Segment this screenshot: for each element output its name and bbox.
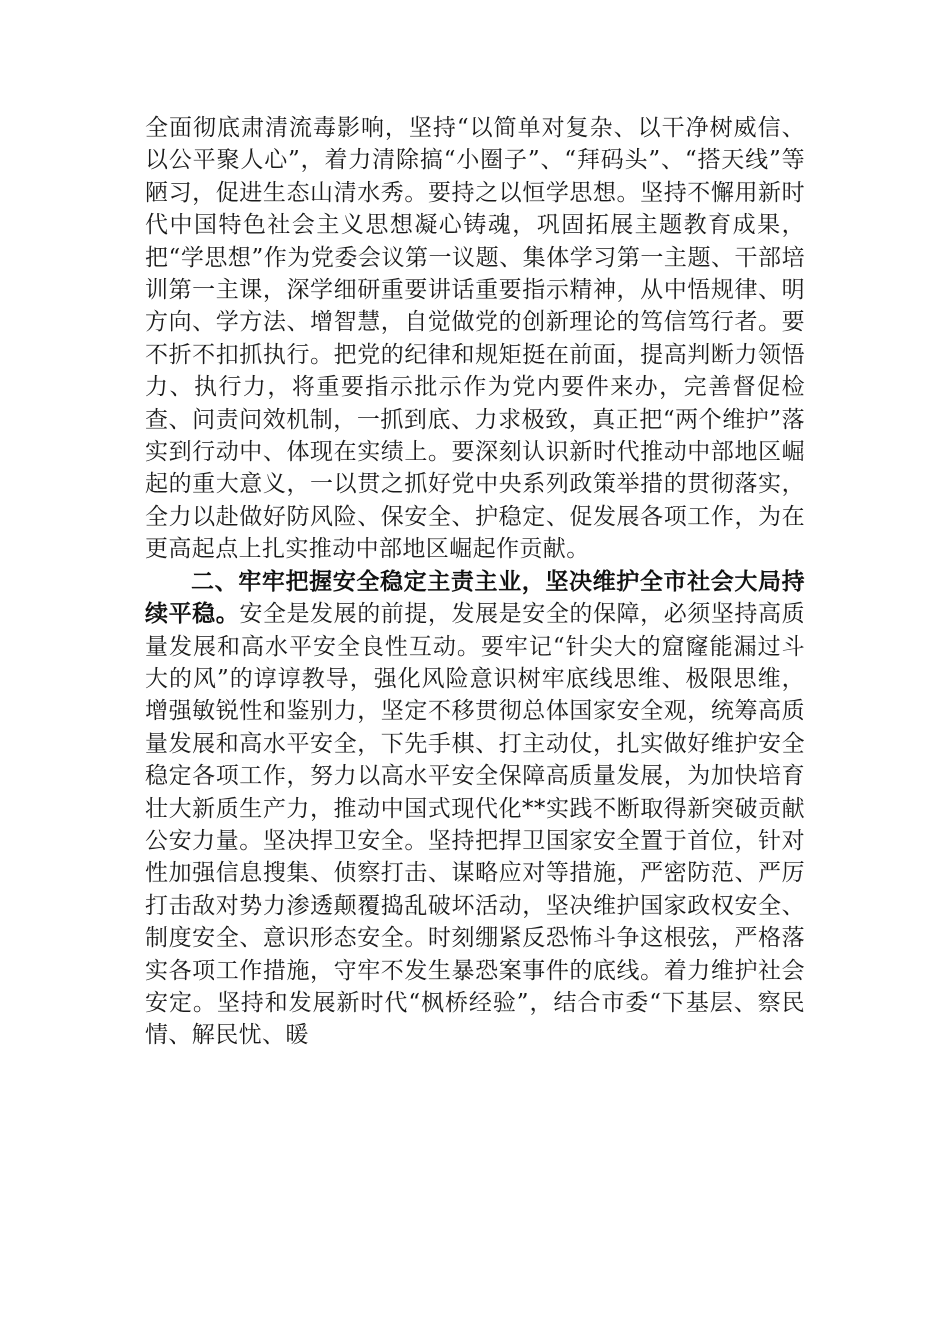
- section-heading: 二、牢牢把握安全稳定主责主业，坚决维护全市社会大局持续平稳。: [145, 568, 805, 628]
- paragraph-1: 全面彻底肃清流毒影响，坚持“以简单对复杂、以干净树威信、以公平聚人心”，着力清除搞“小圈子”、“拜码头”、“搭天线”等陋习，促进生态山清水秀。要持之以恒学思想。坚持不懈用新时代中国特色社会主义思想凝心铸魂，巩固拓展主题教育成果，把“学思想”作为党委会议第一议题、集体学习第一主题、干部培训第一主课，深学细研重要讲话重要指示精神，从中悟规律、明方向、学方法、增智慧，自觉做党的创新理论的笃信笃行者。要不折不扣抓执行。把党的纪律和规矩挺在前面，提高判断力领悟力、执行力，将重要指示批示作为党内要件来办，完善督促检查、问责问效机制，一抓到底、力求极致，真正把“两个维护”落实到行动中、体现在实绩上。要深刻认识新时代推动中部地区崛起的重大意义，一以贯之抓好党中央系列政策举措的贯彻落实，全力以赴做好防风险、保安全、护稳定、促发展各项工作，为在更高起点上扎实推动中部地区崛起作贡献。: [145, 115, 805, 563]
- paragraph-2: [145, 566, 805, 1052]
- paragraph-2-body: 安全是发展的前提，发展是安全的保障，必须坚持高质量发展和高水平安全良性互动。要牢记“针尖大的窟窿能漏过斗大的风”的谆谆教导，强化风险意识树牢底线思维、极限思维，增强敏锐性和鉴别力，坚定不移贯彻总体国家安全观，统筹高质量发展和高水平安全，下先手棋、打主动仗，扎实做好维护安全稳定各项工作，努力以高水平安全保障高质量发展，为加快培育壮大新质生产力，推动中国式现代化**实践不断取得新突破贡献公安力量。坚决捍卫安全。坚持把捍卫国家安全置于首位，针对性加强信息搜集、侦察打击、谋略应对等措施，严密防范、严厉打击敌对势力渗透颠覆捣乱破坏活动，坚决维护国家政权安全、制度安全、意识形态安全。时刻绷紧反恐怖斗争这根弦，严格落实各项工作措施，守牢不发生暴恐案事件的底线。着力维护社会安定。坚持和发展新时代“枫桥经验”，结合市委“下基层、察民情、解民忧、暖: [145, 601, 805, 1049]
- document-body: [145, 112, 805, 1052]
